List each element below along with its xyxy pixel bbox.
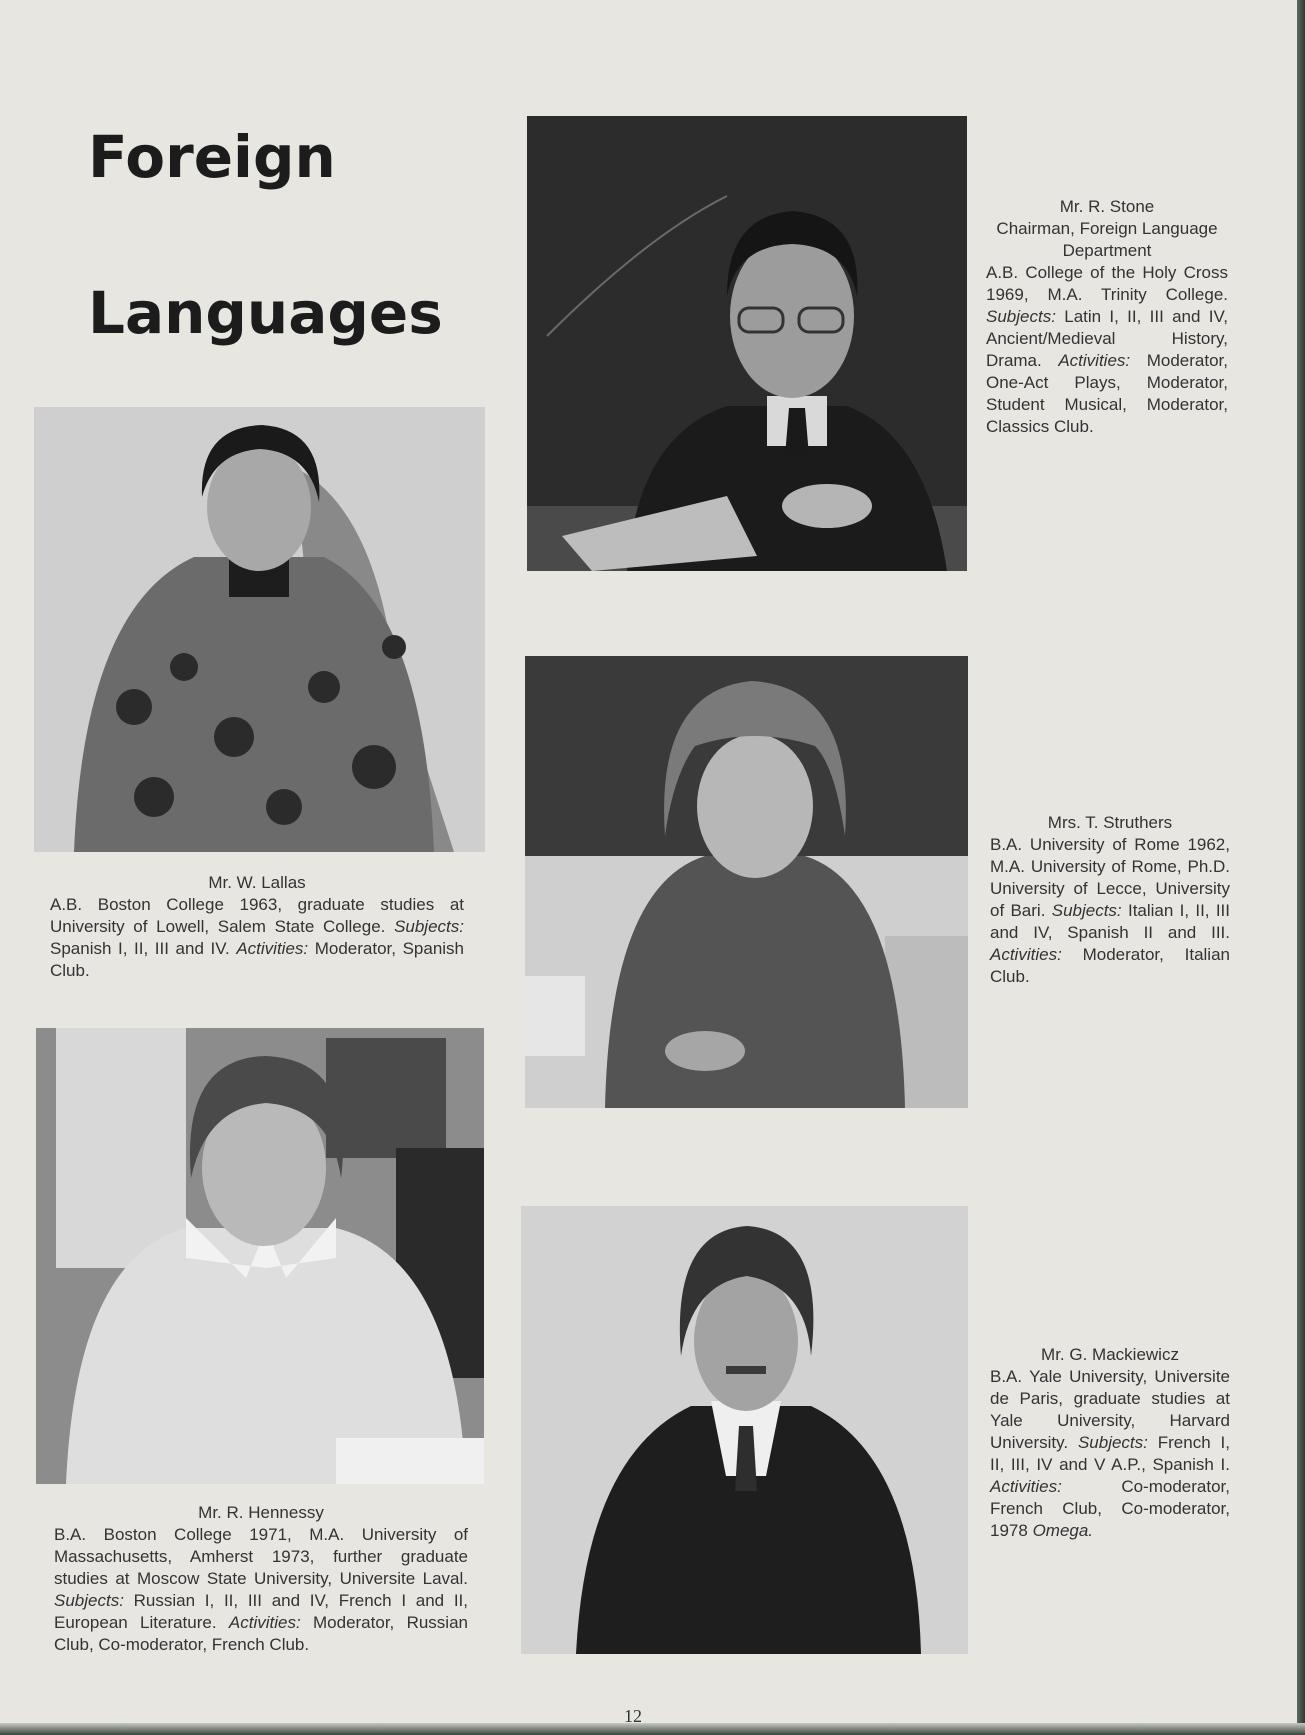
caption-hennessy	[54, 1502, 468, 1656]
teacher-subjects: Latin I, II, III and IV, Ancient/Medieval History, Drama.	[986, 307, 1228, 370]
teacher-name: Mr. W. Lallas	[208, 873, 306, 892]
teacher-activities: Co-moderator, French Club, Co-moderator, 1978	[990, 1477, 1230, 1540]
photo-stone	[527, 116, 967, 571]
page-number: 12	[624, 1706, 642, 1726]
activities-label: Activities:	[228, 1613, 301, 1632]
activities-label: Activities:	[1058, 351, 1131, 370]
teacher-name: Mr. G. Mackiewicz	[1041, 1345, 1179, 1364]
teacher-role: Department	[1062, 241, 1152, 260]
page-edge	[1297, 0, 1305, 1735]
subjects-label: Subjects:	[394, 917, 464, 936]
teacher-name: Mr. R. Hennessy	[198, 1503, 324, 1522]
caption-struthers	[990, 812, 1230, 988]
caption-stone	[986, 196, 1228, 438]
teacher-education: A.B. College of the Holy Cross 1969, M.A. Trinity College.	[986, 263, 1228, 304]
teacher-subjects: Italian I, II, III and IV, Spanish II and III.	[990, 901, 1230, 942]
teacher-education: A.B. Boston College 1963, graduate studies at University of Lowell, Salem State College.	[50, 895, 464, 936]
activities-italic: Omega.	[1032, 1521, 1094, 1540]
subjects-label: Subjects:	[1077, 1433, 1148, 1452]
caption-lallas	[50, 872, 464, 982]
photo-lallas	[34, 407, 485, 852]
teacher-subjects: Spanish I, II, III and IV.	[50, 939, 230, 958]
teacher-subjects: Russian I, II, III and IV, French I and II, European Literature.	[54, 1591, 468, 1632]
teacher-name: Mrs. T. Struthers	[1047, 813, 1173, 832]
activities-label: Activities:	[990, 1477, 1062, 1496]
teacher-role: Chairman, Foreign Language	[996, 219, 1218, 238]
teacher-education: B.A. University of Rome 1962, M.A. University of Rome, Ph.D. University of Lecce, University of Bari.	[990, 835, 1230, 920]
page-title-line1: Foreign	[88, 123, 336, 191]
teacher-activities: Moderator, Russian Club, Co-moderator, French Club.	[54, 1613, 468, 1654]
teacher-activities: Moderator, One-Act Plays, Moderator, Student Musical, Moderator, Classics Club.	[986, 351, 1228, 436]
teacher-subjects: French I, II, III, IV and V A.P., Spanish I.	[990, 1433, 1230, 1474]
page-title-line2: Languages	[88, 279, 443, 347]
page-bottom-edge	[0, 1723, 1305, 1735]
subjects-label: Subjects:	[1051, 901, 1122, 920]
teacher-activities: Moderator, Italian Club.	[990, 945, 1230, 986]
activities-label: Activities:	[990, 945, 1062, 964]
teacher-activities: Moderator, Spanish Club.	[50, 939, 464, 980]
subjects-label: Subjects:	[54, 1591, 124, 1610]
teacher-education: B.A. Boston College 1971, M.A. University of Massachusetts, Amherst 1973, further graduate studies at Moscow State University, Universite Laval.	[54, 1525, 468, 1588]
activities-label: Activities:	[236, 939, 309, 958]
subjects-label: Subjects:	[986, 307, 1056, 326]
photo-hennessy	[36, 1028, 484, 1484]
teacher-name: Mr. R. Stone	[1059, 197, 1155, 216]
caption-mackiewicz	[990, 1344, 1230, 1542]
photo-struthers	[525, 656, 968, 1108]
photo-mackiewicz	[521, 1206, 968, 1654]
teacher-education: B.A. Yale University, Universite de Paris, graduate studies at Yale University, Harvard University.	[990, 1367, 1230, 1452]
